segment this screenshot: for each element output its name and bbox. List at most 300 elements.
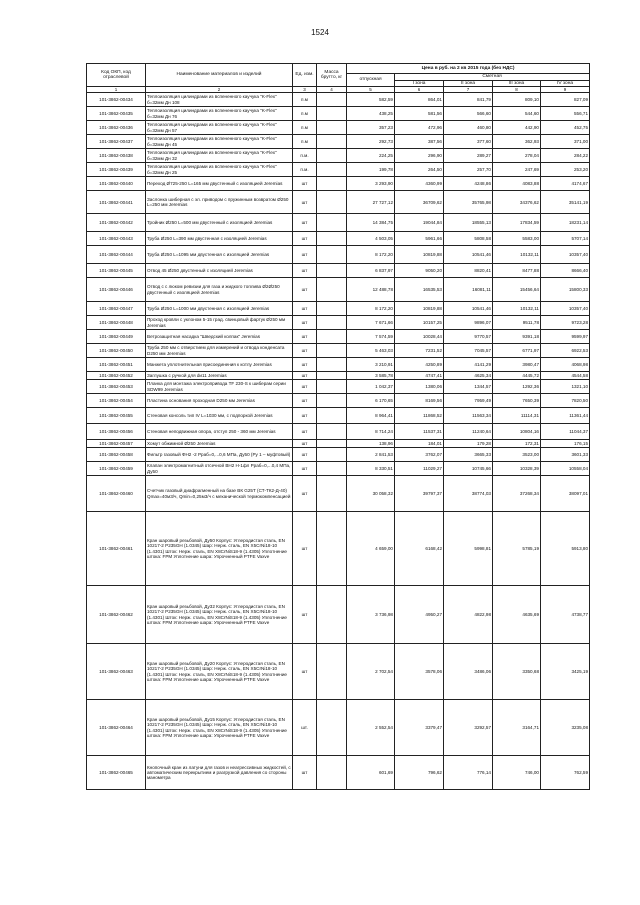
table-cell-zone3-price: 7650,39 bbox=[493, 394, 541, 408]
table-cell-zone4-price: 4544,58 bbox=[541, 372, 590, 380]
table-cell-mass bbox=[317, 476, 347, 512]
table-cell-zone4-price: 3425,19 bbox=[541, 644, 590, 700]
table-cell-zone1-price: 8169,56 bbox=[395, 394, 444, 408]
table-cell-mass bbox=[317, 700, 347, 756]
table-cell-zone3-price: 3164,71 bbox=[493, 700, 541, 756]
table-cell-code: 101-3862-00456 bbox=[87, 424, 146, 440]
table-cell-code: 101-3862-00436 bbox=[87, 121, 146, 135]
table-cell-code: 101-3862-00452 bbox=[87, 372, 146, 380]
table-cell-zone4-price: 38097,01 bbox=[541, 476, 590, 512]
table-cell-zone2-price: 4141,29 bbox=[444, 358, 493, 372]
table-cell-zone2-price: 179,28 bbox=[444, 440, 493, 448]
table-cell-zone3-price: 11114,31 bbox=[493, 408, 541, 424]
column-number: 5 bbox=[347, 87, 395, 93]
table-cell-release-price: 8 172,20 bbox=[347, 246, 395, 264]
table-cell-zone1-price: 9050,20 bbox=[395, 264, 444, 278]
table-cell-zone1-price: 4360,99 bbox=[395, 177, 444, 191]
table-cell-unit: шт. bbox=[293, 700, 317, 756]
table-cell-zone4-price: 1321,10 bbox=[541, 380, 590, 394]
table-cell-mass bbox=[317, 246, 347, 264]
table-cell-name: Кран шаровый резьбовой, Ду20 Корпус: Углеродистая сталь, EN 10217-2 P235GH (1.0345) Шар: Нерж. сталь, EN X5CrNi18-10 (1.4301) Шток: Нерж. сталь, EN X8CrNiS18-9 (1.4305) Уплотнение штока: FPM Уплотнение шара: Упрочненный PTFE Vaxve bbox=[146, 644, 293, 700]
table-cell-zone2-price: 289,27 bbox=[444, 149, 493, 163]
header-unit: Ед. изм. bbox=[293, 64, 317, 87]
table-cell-zone4-price: 4068,98 bbox=[541, 358, 590, 372]
table-cell-zone1-price: 4747,41 bbox=[395, 372, 444, 380]
table-cell-unit: шт bbox=[293, 344, 317, 358]
table-cell-zone4-price: 827,09 bbox=[541, 93, 590, 107]
table-row bbox=[87, 246, 590, 264]
table-cell-unit: п.м bbox=[293, 121, 317, 135]
table-cell-zone1-price: 796,62 bbox=[395, 756, 444, 790]
table-cell-zone4-price: 8666,40 bbox=[541, 264, 590, 278]
table-cell-zone3-price: 3523,00 bbox=[493, 448, 541, 462]
table-cell-mass bbox=[317, 344, 347, 358]
table-cell-zone1-price: 387,56 bbox=[395, 135, 444, 149]
table-cell-code: 101-3862-00461 bbox=[87, 512, 146, 586]
table-cell-name: Кран шаровый резьбовой, Ду15 Корпус: Углеродистая сталь, EN 10217-2 P235GH (1.0345) Шар: Нерж. сталь, EN X5CrNi18-10 (1.4301) Шток: Нерж. сталь, EN X8CrNiS18-9 (1.4305) Уплотнение штока: FPM Уплотнение шара: Упрочненный PTFE Vaxve bbox=[146, 700, 293, 756]
table-cell-zone3-price: 9391,18 bbox=[493, 330, 541, 344]
table-cell-code: 101-3862-00450 bbox=[87, 344, 146, 358]
table-cell-mass bbox=[317, 107, 347, 121]
table-cell-name: Труба Ø250 L=1000 мм двустенная с изоляцией Jeremias bbox=[146, 302, 293, 316]
table-cell-mass bbox=[317, 644, 347, 700]
table-cell-unit: п.м. bbox=[293, 149, 317, 163]
table-cell-zone2-price: 7045,57 bbox=[444, 344, 493, 358]
table-cell-code: 101-3862-00447 bbox=[87, 302, 146, 316]
table-cell-release-price: 8 330,51 bbox=[347, 462, 395, 476]
table-row bbox=[87, 440, 590, 448]
table-cell-zone2-price: 3486,06 bbox=[444, 644, 493, 700]
table-cell-name: Ветрозащитная насадка "Шведский колпак" Jeremias bbox=[146, 330, 293, 344]
table-cell-code: 101-3862-00442 bbox=[87, 214, 146, 232]
header-release: отпускная bbox=[347, 74, 395, 87]
table-cell-zone2-price: 5998,81 bbox=[444, 512, 493, 586]
table-cell-code: 101-3862-00437 bbox=[87, 135, 146, 149]
table-cell-release-price: 1 042,37 bbox=[347, 380, 395, 394]
table-cell-zone2-price: 460,80 bbox=[444, 121, 493, 135]
table-cell-name: Клапан электромагнитный отсечной ВН2 Н-1фл Рраб=0,...0,4 МПа, Ду50 bbox=[146, 462, 293, 476]
table-cell-zone2-price: 35765,98 bbox=[444, 191, 493, 214]
column-number: 7 bbox=[444, 87, 493, 93]
table-cell-mass bbox=[317, 93, 347, 107]
table-cell-name: Хомут обжимной Ø250 Jeremias bbox=[146, 440, 293, 448]
table-cell-release-price: 3 210,91 bbox=[347, 358, 395, 372]
table-cell-zone1-price: 10819,88 bbox=[395, 302, 444, 316]
table-cell-unit: шт bbox=[293, 246, 317, 264]
table-cell-mass bbox=[317, 440, 347, 448]
column-number: 4 bbox=[317, 87, 347, 93]
table-cell-unit: п.м. bbox=[293, 163, 317, 177]
table-cell-zone4-price: 6922,53 bbox=[541, 344, 590, 358]
table-cell-zone2-price: 16081,11 bbox=[444, 278, 493, 302]
table-cell-name: Отвод с с люком ревизии для газа и жидкого топлива Ø2Ø250 двустенный с изоляцией Jeremias bbox=[146, 278, 293, 302]
table-cell-zone2-price: 9896,07 bbox=[444, 316, 493, 330]
table-cell-unit: п.м bbox=[293, 107, 317, 121]
price-table bbox=[86, 63, 590, 790]
table-cell-zone1-price: 11868,52 bbox=[395, 408, 444, 424]
table-cell-zone3-price: 5583,00 bbox=[493, 232, 541, 246]
table-cell-mass bbox=[317, 163, 347, 177]
table-row bbox=[87, 424, 590, 440]
table-cell-release-price: 4 659,00 bbox=[347, 512, 395, 586]
table-cell-release-price: 7 574,59 bbox=[347, 330, 395, 344]
table-row bbox=[87, 476, 590, 512]
table-cell-mass bbox=[317, 121, 347, 135]
table-cell-zone2-price: 377,60 bbox=[444, 135, 493, 149]
table-cell-code: 101-3862-00462 bbox=[87, 586, 146, 644]
table-row bbox=[87, 644, 590, 700]
table-cell-name: Теплоизоляция цилиндрами из вспененного каучука "K-Flex" б=32мм Дн 25 bbox=[146, 163, 293, 177]
table-cell-unit: шт bbox=[293, 586, 317, 644]
table-cell-code: 101-3862-00459 bbox=[87, 462, 146, 476]
table-cell-zone4-price: 3601,33 bbox=[541, 448, 590, 462]
table-row bbox=[87, 394, 590, 408]
table-cell-code: 101-3862-00446 bbox=[87, 278, 146, 302]
table-cell-name: Счетчик газовый диафрагменный на базе ВК G25Т (СТ-ТК2-Д-40) Qmax=40м3/ч, Qmin=0,25м3/ч с механической термокомпенсацией bbox=[146, 476, 293, 512]
page-number: 1524 bbox=[311, 28, 329, 37]
table-cell-mass bbox=[317, 316, 347, 330]
table-cell-zone1-price: 16535,53 bbox=[395, 278, 444, 302]
column-number: 3 bbox=[293, 87, 317, 93]
table-row bbox=[87, 316, 590, 330]
table-cell-unit: шт bbox=[293, 756, 317, 790]
table-cell-zone3-price: 6771,97 bbox=[493, 344, 541, 358]
table-cell-zone3-price: 10804,16 bbox=[493, 424, 541, 440]
table-cell-zone3-price: 442,90 bbox=[493, 121, 541, 135]
table-cell-unit: шт bbox=[293, 316, 317, 330]
table-cell-zone4-price: 253,20 bbox=[541, 163, 590, 177]
table-cell-code: 101-3862-00439 bbox=[87, 163, 146, 177]
table-cell-zone1-price: 19044,84 bbox=[395, 214, 444, 232]
table-cell-zone4-price: 4738,77 bbox=[541, 586, 590, 644]
table-cell-zone3-price: 362,93 bbox=[493, 135, 541, 149]
table-cell-zone2-price: 10541,46 bbox=[444, 302, 493, 316]
column-number: 1 bbox=[87, 87, 146, 93]
table-cell-name: Отвод 45 Ø250 двустенный с изоляцией Jeremias bbox=[146, 264, 293, 278]
table-cell-unit: шт bbox=[293, 408, 317, 424]
table-cell-zone3-price: 4445,72 bbox=[493, 372, 541, 380]
table-row bbox=[87, 214, 590, 232]
table-cell-zone3-price: 172,31 bbox=[493, 440, 541, 448]
table-cell-zone1-price: 39797,37 bbox=[395, 476, 444, 512]
table-cell-name: Переход Ø725-250 L=165 мм двустенный с изоляцией Jeremias bbox=[146, 177, 293, 191]
table-cell-code: 101-3862-00453 bbox=[87, 380, 146, 394]
table-row bbox=[87, 462, 590, 476]
table-cell-zone4-price: 452,75 bbox=[541, 121, 590, 135]
table-cell-zone2-price: 4822,98 bbox=[444, 586, 493, 644]
table-cell-zone2-price: 566,60 bbox=[444, 107, 493, 121]
table-cell-unit: шт bbox=[293, 372, 317, 380]
table-cell-unit: шт bbox=[293, 644, 317, 700]
table-cell-release-price: 582,59 bbox=[347, 93, 395, 107]
table-cell-zone4-price: 371,00 bbox=[541, 135, 590, 149]
header-name: Наименование материалов и изделий bbox=[146, 64, 293, 87]
table-cell-mass bbox=[317, 586, 347, 644]
table-cell-zone1-price: 1380,06 bbox=[395, 380, 444, 394]
table-row bbox=[87, 372, 590, 380]
table-cell-release-price: 2 702,54 bbox=[347, 644, 395, 700]
table-cell-zone1-price: 11537,31 bbox=[395, 424, 444, 440]
table-cell-unit: шт bbox=[293, 440, 317, 448]
table-row bbox=[87, 330, 590, 344]
table-cell-name: Стеновая неподвижная опора, отступ 250 - 360 мм Jeremias bbox=[146, 424, 293, 440]
table-cell-mass bbox=[317, 135, 347, 149]
table-cell-code: 101-3862-00443 bbox=[87, 232, 146, 246]
table-cell-unit: шт bbox=[293, 448, 317, 462]
table-cell-code: 101-3862-00441 bbox=[87, 191, 146, 214]
table-cell-zone3-price: 15456,64 bbox=[493, 278, 541, 302]
table-cell-zone4-price: 284,22 bbox=[541, 149, 590, 163]
table-cell-release-price: 224,25 bbox=[347, 149, 395, 163]
table-cell-zone2-price: 10745,66 bbox=[444, 462, 493, 476]
table-cell-zone2-price: 7959,49 bbox=[444, 394, 493, 408]
table-cell-zone2-price: 8820,41 bbox=[444, 264, 493, 278]
table-cell-name: Манжета уплотнительная присоединения к котлу Jeremias bbox=[146, 358, 293, 372]
table-cell-release-price: 5 463,03 bbox=[347, 344, 395, 358]
table-cell-name: Труба Ø250 L=1095 мм двустенная с изоляцией Jeremias bbox=[146, 246, 293, 264]
table-cell-code: 101-3862-00449 bbox=[87, 330, 146, 344]
table-row bbox=[87, 135, 590, 149]
table-cell-release-price: 12 488,78 bbox=[347, 278, 395, 302]
table-cell-zone2-price: 9770,57 bbox=[444, 330, 493, 344]
table-cell-zone1-price: 581,56 bbox=[395, 107, 444, 121]
table-cell-unit: шт bbox=[293, 278, 317, 302]
table-cell-name: Кран шаровый резьбовой, Ду32 Корпус: Углеродистая сталь, EN 10217-2 P235GH (1.0345) Шар: Нерж. сталь, EN X5CrNi18-10 (1.4301) Шток: Нерж. сталь, EN X8CrNiS18-9 (1.4305) Уплотнение штока: FPM Уплотнение шара: Упрочненный PTFE Vaxve bbox=[146, 586, 293, 644]
table-row bbox=[87, 278, 590, 302]
table-cell-zone3-price: 10132,11 bbox=[493, 302, 541, 316]
table-cell-zone4-price: 11361,44 bbox=[541, 408, 590, 424]
table-cell-zone1-price: 4250,89 bbox=[395, 358, 444, 372]
table-cell-release-price: 601,69 bbox=[347, 756, 395, 790]
header-zone4: IV зона bbox=[541, 80, 590, 87]
table-cell-code: 101-3862-00460 bbox=[87, 476, 146, 512]
column-number: 8 bbox=[493, 87, 541, 93]
table-cell-zone2-price: 18555,13 bbox=[444, 214, 493, 232]
table-cell-zone1-price: 864,01 bbox=[395, 93, 444, 107]
table-cell-zone3-price: 8477,88 bbox=[493, 264, 541, 278]
table-cell-release-price: 8 964,41 bbox=[347, 408, 395, 424]
table-row bbox=[87, 344, 590, 358]
table-cell-mass bbox=[317, 380, 347, 394]
table-cell-zone2-price: 257,70 bbox=[444, 163, 493, 177]
table-cell-mass bbox=[317, 214, 347, 232]
table-cell-mass bbox=[317, 358, 347, 372]
table-cell-zone1-price: 10028,44 bbox=[395, 330, 444, 344]
table-cell-zone3-price: 34376,62 bbox=[493, 191, 541, 214]
table-cell-unit: шт bbox=[293, 330, 317, 344]
table-row bbox=[87, 700, 590, 756]
table-cell-mass bbox=[317, 232, 347, 246]
table-cell-zone3-price: 9511,78 bbox=[493, 316, 541, 330]
table-cell-release-price: 3 585,78 bbox=[347, 372, 395, 380]
table-cell-zone3-price: 10328,39 bbox=[493, 462, 541, 476]
table-cell-name: Труба 250 мм с отверстием для измерений и отвода конденсата D250 мм Jeremias bbox=[146, 344, 293, 358]
table-cell-code: 101-3862-00438 bbox=[87, 149, 146, 163]
table-cell-name: Теплоизоляция цилиндрами из вспененного каучука "K-Flex" б=32мм Дн 32 bbox=[146, 149, 293, 163]
table-cell-zone1-price: 36709,62 bbox=[395, 191, 444, 214]
table-cell-mass bbox=[317, 149, 347, 163]
table-row bbox=[87, 107, 590, 121]
table-row bbox=[87, 191, 590, 214]
table-cell-zone4-price: 10357,40 bbox=[541, 246, 590, 264]
table-cell-release-price: 2 841,53 bbox=[347, 448, 395, 462]
table-cell-code: 101-3862-00455 bbox=[87, 408, 146, 424]
table-cell-zone3-price: 544,60 bbox=[493, 107, 541, 121]
table-cell-zone4-price: 10558,04 bbox=[541, 462, 590, 476]
table-cell-unit: шт bbox=[293, 191, 317, 214]
column-number: 6 bbox=[395, 87, 444, 93]
table-cell-zone1-price: 296,90 bbox=[395, 149, 444, 163]
table-cell-zone2-price: 4248,86 bbox=[444, 177, 493, 191]
table-cell-release-price: 6 170,65 bbox=[347, 394, 395, 408]
table-cell-zone2-price: 10541,46 bbox=[444, 246, 493, 264]
table-cell-code: 101-3862-00445 bbox=[87, 264, 146, 278]
table-cell-zone1-price: 4950,27 bbox=[395, 586, 444, 644]
header-zone3: III зона bbox=[493, 80, 541, 87]
table-cell-code: 101-3862-00464 bbox=[87, 700, 146, 756]
table-cell-zone3-price: 37268,34 bbox=[493, 476, 541, 512]
table-cell-unit: п.м bbox=[293, 93, 317, 107]
table-cell-name: Кнопочный кран из латуни для газов и неагрессивных жидкостей, с автоматическим перекрытием и разгрузкой давления со стороны манометра bbox=[146, 756, 293, 790]
table-cell-zone4-price: 9723,28 bbox=[541, 316, 590, 330]
table-cell-zone2-price: 3292,57 bbox=[444, 700, 493, 756]
table-row bbox=[87, 264, 590, 278]
table-cell-zone3-price: 1292,36 bbox=[493, 380, 541, 394]
table-cell-release-price: 3 293,90 bbox=[347, 177, 395, 191]
table-cell-zone3-price: 5785,19 bbox=[493, 512, 541, 586]
table-cell-unit: шт bbox=[293, 177, 317, 191]
table-cell-zone4-price: 5913,80 bbox=[541, 512, 590, 586]
table-cell-release-price: 2 552,54 bbox=[347, 700, 395, 756]
table-row bbox=[87, 149, 590, 163]
table-cell-zone4-price: 18231,14 bbox=[541, 214, 590, 232]
table-cell-code: 101-3862-00448 bbox=[87, 316, 146, 330]
table-cell-unit: шт bbox=[293, 214, 317, 232]
table-cell-mass bbox=[317, 177, 347, 191]
table-cell-zone4-price: 9599,97 bbox=[541, 330, 590, 344]
table-cell-zone3-price: 10132,11 bbox=[493, 246, 541, 264]
table-cell-zone4-price: 3235,08 bbox=[541, 700, 590, 756]
table-cell-name: Фильтр газовый ФН2 -2 Рраб=0,...0,6 МПа, Ду50 (Ру 1 – муфтовый) bbox=[146, 448, 293, 462]
table-row bbox=[87, 586, 590, 644]
table-row bbox=[87, 756, 590, 790]
table-cell-name: Тройник Ø250 L=500 мм двустенный с изоляцией Jeremias bbox=[146, 214, 293, 232]
table-cell-zone4-price: 7820,50 bbox=[541, 394, 590, 408]
table-cell-release-price: 30 058,32 bbox=[347, 476, 395, 512]
table-cell-release-price: 6 837,97 bbox=[347, 264, 395, 278]
table-cell-mass bbox=[317, 372, 347, 380]
table-cell-name: Пластина основания проходная D250 мм Jeremias bbox=[146, 394, 293, 408]
table-cell-zone1-price: 11029,27 bbox=[395, 462, 444, 476]
table-cell-name: Теплоизоляция цилиндрами из вспененного каучука "K-Flex" б=32мм Дн 45 bbox=[146, 135, 293, 149]
table-cell-code: 101-3862-00444 bbox=[87, 246, 146, 264]
table-row bbox=[87, 232, 590, 246]
table-cell-mass bbox=[317, 394, 347, 408]
header-estimate: Сметная bbox=[395, 74, 590, 81]
table-cell-name: Заслонка шиберная с эл. приводом с пружинным возвратом Ø250 L=250 мм Jeremias bbox=[146, 191, 293, 214]
table-cell-name: Кран шаровый резьбовой, Ду50 Корпус: Углеродистая сталь, EN 10217-2 P235GH (1.0345) Шар: Нерж. сталь, EN X5CrNi18-10 (1.4301) Шток: Нерж. сталь, EN X8CrNiS18-9 (1.4305) Уплотнение штока: FPM Уплотнение шара: Упрочненный PTFE Vaxve bbox=[146, 512, 293, 586]
table-cell-unit: шт bbox=[293, 394, 317, 408]
table-row bbox=[87, 380, 590, 394]
table-cell-mass bbox=[317, 302, 347, 316]
table-cell-name: Труба Ø250 L=390 мм двустенная с изоляцией Jeremias bbox=[146, 232, 293, 246]
table-cell-zone2-price: 776,14 bbox=[444, 756, 493, 790]
table-cell-zone3-price: 4083,88 bbox=[493, 177, 541, 191]
table-cell-unit: шт bbox=[293, 264, 317, 278]
table-cell-unit: шт bbox=[293, 462, 317, 476]
table-cell-zone2-price: 5808,58 bbox=[444, 232, 493, 246]
table-cell-zone4-price: 11044,37 bbox=[541, 424, 590, 440]
header-price-group: Цена в руб. на 2 кв 2015 года (без НДС) bbox=[347, 64, 590, 74]
table-row bbox=[87, 512, 590, 586]
table-cell-release-price: 7 671,66 bbox=[347, 316, 395, 330]
table-cell-release-price: 438,25 bbox=[347, 107, 395, 121]
table-cell-code: 101-3862-00454 bbox=[87, 394, 146, 408]
table-cell-release-price: 357,23 bbox=[347, 121, 395, 135]
table-cell-zone3-price: 17834,59 bbox=[493, 214, 541, 232]
table-cell-code: 101-3862-00440 bbox=[87, 177, 146, 191]
table-cell-zone1-price: 5961,66 bbox=[395, 232, 444, 246]
table-cell-release-price: 3 736,98 bbox=[347, 586, 395, 644]
table-cell-zone2-price: 11240,64 bbox=[444, 424, 493, 440]
table-cell-release-price: 138,96 bbox=[347, 440, 395, 448]
table-cell-zone1-price: 3762,07 bbox=[395, 448, 444, 462]
table-cell-mass bbox=[317, 512, 347, 586]
table-cell-zone3-price: 746,00 bbox=[493, 756, 541, 790]
header-mass: Масса брутто, кг bbox=[317, 64, 347, 87]
table-cell-release-price: 14 384,75 bbox=[347, 214, 395, 232]
table-cell-code: 101-3862-00465 bbox=[87, 756, 146, 790]
table-cell-name: Теплоизоляция цилиндрами из вспененного каучука "K-Flex" б=32мм Дн 76 bbox=[146, 107, 293, 121]
table-cell-zone1-price: 264,50 bbox=[395, 163, 444, 177]
table-cell-zone4-price: 15800,33 bbox=[541, 278, 590, 302]
table-cell-zone2-price: 3665,33 bbox=[444, 448, 493, 462]
table-row bbox=[87, 93, 590, 107]
table-cell-release-price: 199,78 bbox=[347, 163, 395, 177]
table-cell-zone1-price: 3578,06 bbox=[395, 644, 444, 700]
table-cell-code: 101-3862-00458 bbox=[87, 448, 146, 462]
table-cell-zone3-price: 3350,68 bbox=[493, 644, 541, 700]
table-cell-unit: шт bbox=[293, 476, 317, 512]
table-cell-unit: шт bbox=[293, 232, 317, 246]
table-cell-unit: шт bbox=[293, 358, 317, 372]
table-cell-unit: шт bbox=[293, 302, 317, 316]
table-cell-zone2-price: 11563,34 bbox=[444, 408, 493, 424]
table-cell-zone4-price: 762,59 bbox=[541, 756, 590, 790]
table-cell-mass bbox=[317, 408, 347, 424]
table-row bbox=[87, 408, 590, 424]
table-row bbox=[87, 358, 590, 372]
table-cell-name: Заглушка с ручкой для dи11 Jeremias bbox=[146, 372, 293, 380]
column-number: 9 bbox=[541, 87, 590, 93]
table-cell-mass bbox=[317, 462, 347, 476]
header-code: Код ОКП, код отраслевой bbox=[87, 64, 146, 87]
table-cell-code: 101-3862-00463 bbox=[87, 644, 146, 700]
table-cell-unit: п.м bbox=[293, 135, 317, 149]
table-cell-zone2-price: 841,79 bbox=[444, 93, 493, 107]
table-cell-zone4-price: 10357,40 bbox=[541, 302, 590, 316]
table-cell-mass bbox=[317, 264, 347, 278]
table-cell-mass bbox=[317, 448, 347, 462]
table-row bbox=[87, 302, 590, 316]
table-cell-code: 101-3862-00451 bbox=[87, 358, 146, 372]
table-cell-code: 101-3862-00435 bbox=[87, 107, 146, 121]
table-cell-release-price: 292,73 bbox=[347, 135, 395, 149]
table-cell-zone1-price: 7231,52 bbox=[395, 344, 444, 358]
table-cell-mass bbox=[317, 756, 347, 790]
table-cell-zone3-price: 247,69 bbox=[493, 163, 541, 177]
table-cell-zone4-price: 5707,14 bbox=[541, 232, 590, 246]
